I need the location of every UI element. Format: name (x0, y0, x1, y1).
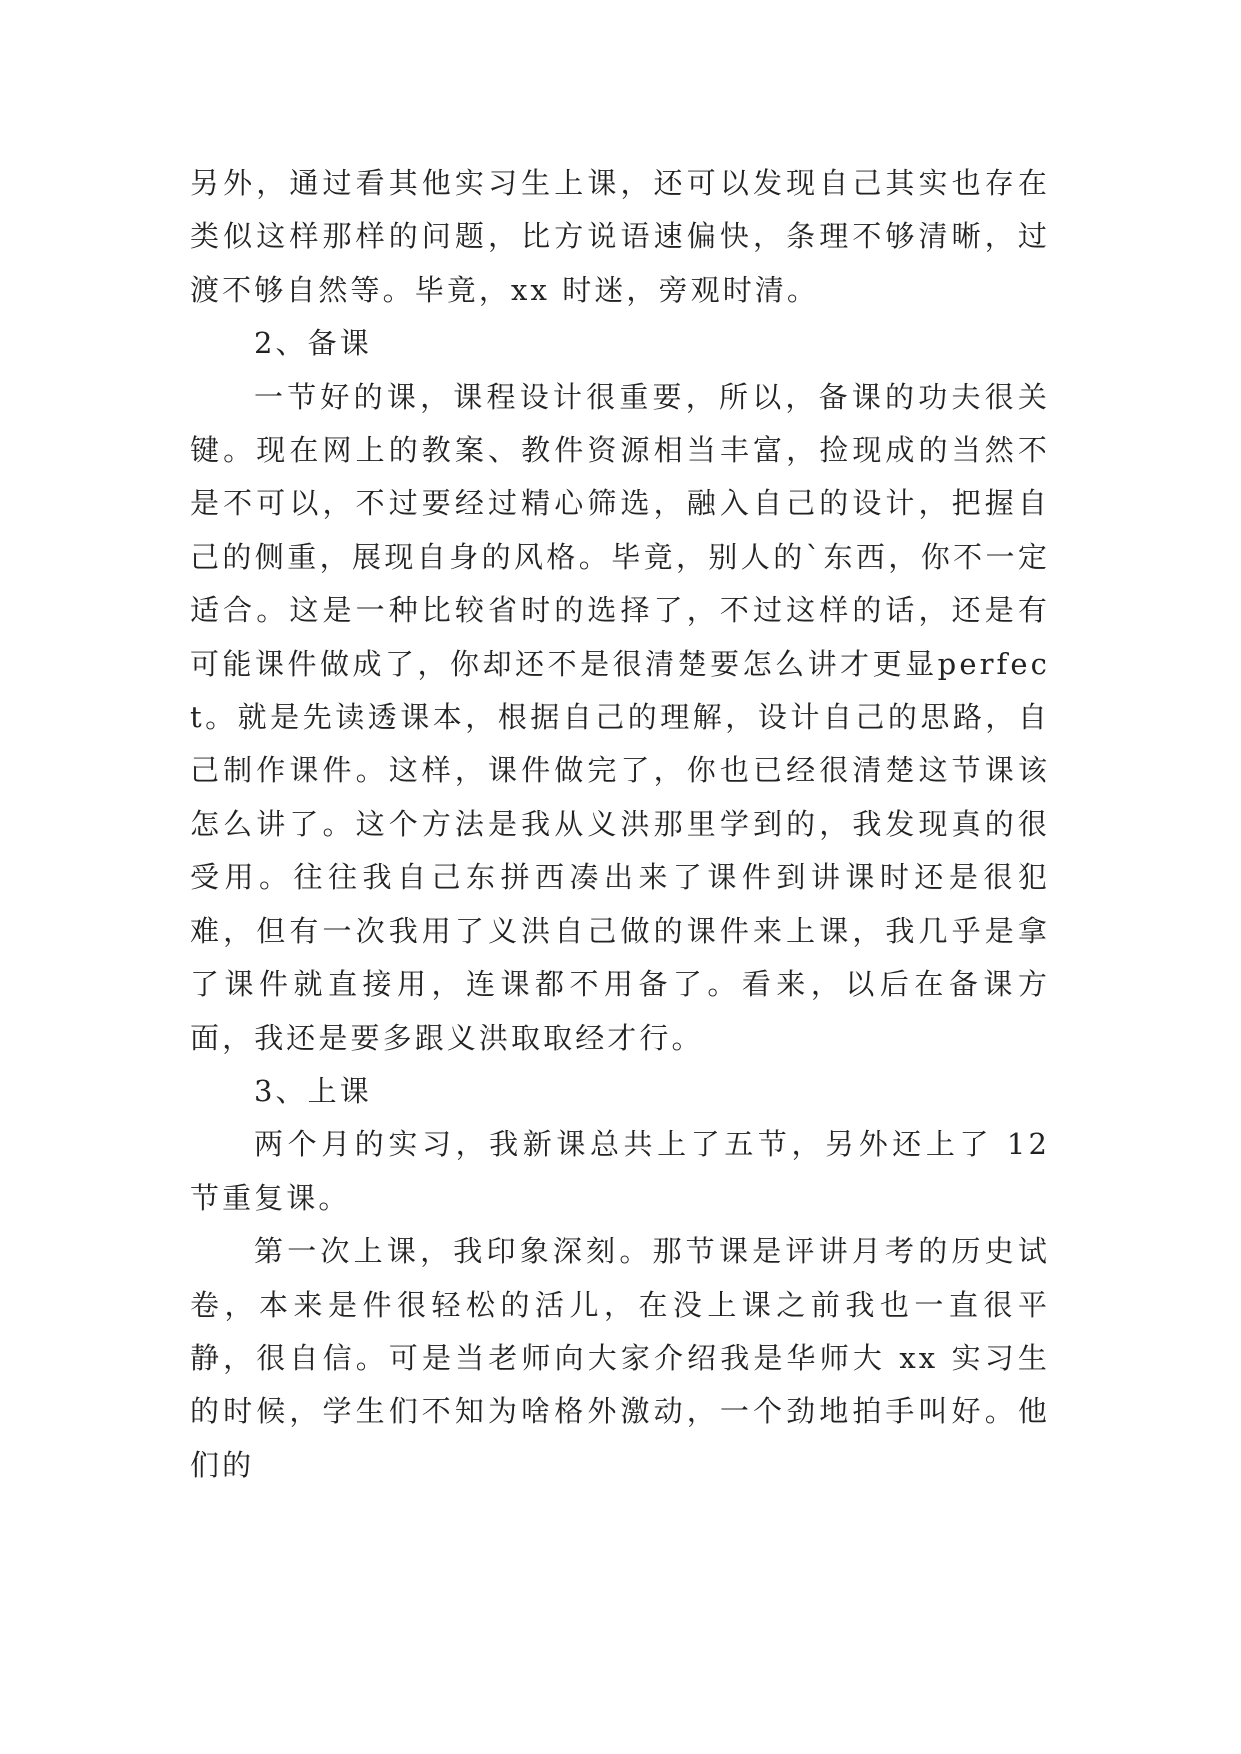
paragraph-lesson-prep: 一节好的课，课程设计很重要，所以，备课的功夫很关键。现在网上的教案、教件资源相当丰富，捡现成的当然不是不可以，不过要经过精心筛选，融入自己的设计，把握自己的侧重，展现自身的风格。毕竟，别人的`东西，你不一定适合。这是一种比较省时的选择了，不过这样的话，还是有可能课件做成了，你却还不是很清楚要怎么讲才更显perfect。就是先读透课本，根据自己的理解，设计自己的思路，自己制作课件。这样，课件做完了，你也已经很清楚这节课该怎么讲了。这个方法是我从义洪那里学到的，我发现真的很受用。往往我自己东拼西凑出来了课件到讲课时还是很犯难，但有一次我用了义洪自己做的课件来上课，我几乎是拿了课件就直接用，连课都不用备了。看来，以后在备课方面，我还是要多跟义洪取取经才行。 (190, 379, 1050, 1055)
paragraph-observation: 另外，通过看其他实习生上课，还可以发现自己其实也存在类似这样那样的问题，比方说语速偏快，条理不够清晰，过渡不够自然等。毕竟，xx 时迷，旁观时清。 (190, 166, 1050, 307)
paragraph-teaching-summary: 两个月的实习，我新课总共上了五节，另外还上了 12 节重复课。 (190, 1127, 1050, 1215)
section-heading-lesson-prep: 2、备课 (254, 326, 372, 361)
paragraph-first-class: 第一次上课，我印象深刻。那节课是评讲月考的历史试卷，本来是件很轻松的活儿，在没上课之前我也一直很平静，很自信。可是当老师向大家介绍我是华师大 xx 实习生的时候，学生们不知为啥格外激动，一个劲地拍手叫好。他们的 (190, 1234, 1050, 1482)
section-heading-teaching: 3、上课 (254, 1073, 372, 1108)
document-body (190, 157, 1050, 1492)
